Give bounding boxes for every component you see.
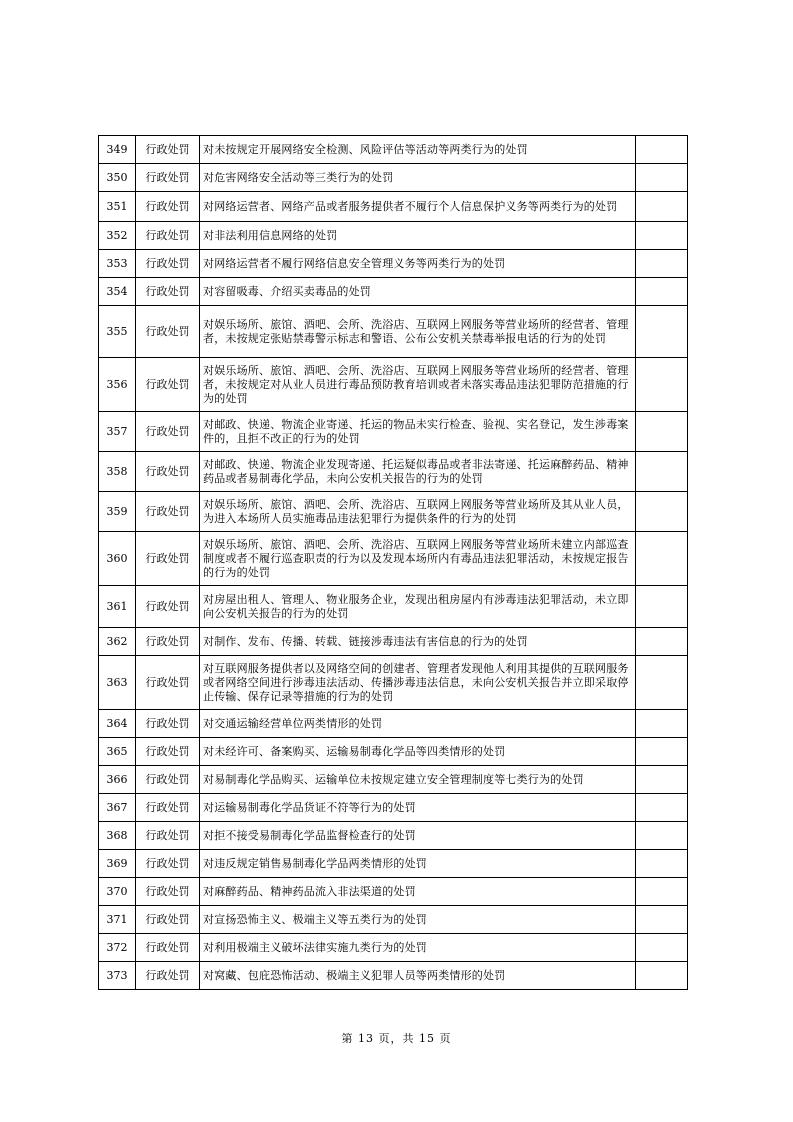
row-extra-cell xyxy=(636,962,688,990)
table-row xyxy=(99,850,688,878)
row-number: 367 xyxy=(99,794,136,822)
row-extra-cell xyxy=(636,710,688,738)
row-description: 对拒不接受易制毒化学品监督检查行的处罚 xyxy=(200,822,636,850)
row-type: 行政处罚 xyxy=(136,412,200,452)
table-row xyxy=(99,250,688,278)
row-type: 行政处罚 xyxy=(136,250,200,278)
table-row xyxy=(99,738,688,766)
row-number: 356 xyxy=(99,358,136,412)
row-type: 行政处罚 xyxy=(136,628,200,656)
row-extra-cell xyxy=(636,136,688,164)
row-extra-cell xyxy=(636,278,688,306)
row-extra-cell xyxy=(636,250,688,278)
table-row xyxy=(99,962,688,990)
row-description: 对危害网络安全活动等三类行为的处罚 xyxy=(200,164,636,192)
row-type: 行政处罚 xyxy=(136,358,200,412)
row-extra-cell xyxy=(636,822,688,850)
table-row xyxy=(99,492,688,532)
row-number: 350 xyxy=(99,164,136,192)
row-extra-cell xyxy=(636,906,688,934)
table-row xyxy=(99,934,688,962)
row-description: 对网络运营者、网络产品或者服务提供者不履行个人信息保护义务等两类行为的处罚 xyxy=(200,192,636,222)
table-row xyxy=(99,710,688,738)
table-row xyxy=(99,306,688,358)
penalty-table xyxy=(98,135,688,990)
table-row xyxy=(99,532,688,586)
row-type: 行政处罚 xyxy=(136,656,200,710)
row-extra-cell xyxy=(636,794,688,822)
row-description: 对交通运输经营单位两类情形的处罚 xyxy=(200,710,636,738)
row-number: 351 xyxy=(99,192,136,222)
row-type: 行政处罚 xyxy=(136,710,200,738)
row-number: 352 xyxy=(99,222,136,250)
row-description: 对违反规定销售易制毒化学品两类情形的处罚 xyxy=(200,850,636,878)
row-number: 373 xyxy=(99,962,136,990)
row-extra-cell xyxy=(636,358,688,412)
row-description: 对未按规定开展网络安全检测、风险评估等活动等两类行为的处罚 xyxy=(200,136,636,164)
table-row xyxy=(99,878,688,906)
row-extra-cell xyxy=(636,452,688,492)
row-type: 行政处罚 xyxy=(136,278,200,306)
row-extra-cell xyxy=(636,878,688,906)
row-type: 行政处罚 xyxy=(136,164,200,192)
row-type: 行政处罚 xyxy=(136,738,200,766)
row-type: 行政处罚 xyxy=(136,822,200,850)
table-row xyxy=(99,766,688,794)
table-row xyxy=(99,358,688,412)
row-description: 对容留吸毒、介绍买卖毒品的处罚 xyxy=(200,278,636,306)
row-type: 行政处罚 xyxy=(136,532,200,586)
row-description: 对娱乐场所、旅馆、酒吧、会所、洗浴店、互联网上网服务等营业场所的经营者、管理者，未按规定张贴禁毒警示标志和警语、公布公安机关禁毒举报电话的行为的处罚 xyxy=(200,306,636,358)
row-extra-cell xyxy=(636,164,688,192)
row-extra-cell xyxy=(636,628,688,656)
row-extra-cell xyxy=(636,192,688,222)
row-description: 对娱乐场所、旅馆、酒吧、会所、洗浴店、互联网上网服务等营业场所未建立内部巡查制度或者不履行巡查职责的行为以及发现本场所内有毒品违法犯罪活动，未按规定报告的行为的处罚 xyxy=(200,532,636,586)
row-type: 行政处罚 xyxy=(136,492,200,532)
row-number: 362 xyxy=(99,628,136,656)
row-extra-cell xyxy=(636,532,688,586)
table-row xyxy=(99,586,688,628)
row-extra-cell xyxy=(636,306,688,358)
row-number: 363 xyxy=(99,656,136,710)
row-number: 368 xyxy=(99,822,136,850)
table-row xyxy=(99,822,688,850)
row-description: 对麻醉药品、精神药品流入非法渠道的处罚 xyxy=(200,878,636,906)
row-type: 行政处罚 xyxy=(136,452,200,492)
table-row xyxy=(99,412,688,452)
row-number: 354 xyxy=(99,278,136,306)
row-description: 对互联网服务提供者以及网络空间的创建者、管理者发现他人利用其提供的互联网服务或者网络空间进行涉毒违法活动、传播涉毒违法信息，未向公安机关报告并立即采取停止传输、保存记录等措施的行为的处罚 xyxy=(200,656,636,710)
table-row xyxy=(99,628,688,656)
row-description: 对邮政、快递、物流企业发现寄递、托运疑似毒品或者非法寄递、托运麻醉药品、精神药品或者易制毒化学品，未向公安机关报告的行为的处罚 xyxy=(200,452,636,492)
row-number: 355 xyxy=(99,306,136,358)
row-description: 对房屋出租人、管理人、物业服务企业，发现出租房屋内有涉毒违法犯罪活动，未立即向公安机关报告的行为的处罚 xyxy=(200,586,636,628)
row-description: 对运输易制毒化学品货证不符等行为的处罚 xyxy=(200,794,636,822)
row-number: 365 xyxy=(99,738,136,766)
row-number: 353 xyxy=(99,250,136,278)
row-type: 行政处罚 xyxy=(136,136,200,164)
row-description: 对非法利用信息网络的处罚 xyxy=(200,222,636,250)
row-number: 366 xyxy=(99,766,136,794)
row-number: 358 xyxy=(99,452,136,492)
row-type: 行政处罚 xyxy=(136,586,200,628)
table-row xyxy=(99,906,688,934)
row-number: 369 xyxy=(99,850,136,878)
row-type: 行政处罚 xyxy=(136,766,200,794)
row-description: 对娱乐场所、旅馆、酒吧、会所、洗浴店、互联网上网服务等营业场所的经营者、管理者，未按规定对从业人员进行毒品预防教育培训或者未落实毒品违法犯罪防范措施的行为的处罚 xyxy=(200,358,636,412)
table-row xyxy=(99,192,688,222)
row-number: 361 xyxy=(99,586,136,628)
table-row xyxy=(99,164,688,192)
row-description: 对网络运营者不履行网络信息安全管理义务等两类行为的处罚 xyxy=(200,250,636,278)
row-number: 370 xyxy=(99,878,136,906)
row-type: 行政处罚 xyxy=(136,878,200,906)
row-number: 364 xyxy=(99,710,136,738)
row-description: 对未经许可、备案购买、运输易制毒化学品等四类情形的处罚 xyxy=(200,738,636,766)
row-type: 行政处罚 xyxy=(136,222,200,250)
row-extra-cell xyxy=(636,656,688,710)
row-type: 行政处罚 xyxy=(136,850,200,878)
row-number: 359 xyxy=(99,492,136,532)
table-row xyxy=(99,136,688,164)
row-description: 对宣扬恐怖主义、极端主义等五类行为的处罚 xyxy=(200,906,636,934)
table-row xyxy=(99,656,688,710)
row-description: 对利用极端主义破坏法律实施九类行为的处罚 xyxy=(200,934,636,962)
row-extra-cell xyxy=(636,766,688,794)
row-type: 行政处罚 xyxy=(136,794,200,822)
row-type: 行政处罚 xyxy=(136,306,200,358)
row-extra-cell xyxy=(636,738,688,766)
row-type: 行政处罚 xyxy=(136,192,200,222)
row-description: 对邮政、快递、物流企业寄递、托运的物品未实行检查、验视、实名登记，发生涉毒案件的，且拒不改正的行为的处罚 xyxy=(200,412,636,452)
row-extra-cell xyxy=(636,412,688,452)
row-number: 371 xyxy=(99,906,136,934)
row-number: 360 xyxy=(99,532,136,586)
row-type: 行政处罚 xyxy=(136,934,200,962)
row-extra-cell xyxy=(636,934,688,962)
row-type: 行政处罚 xyxy=(136,906,200,934)
row-number: 349 xyxy=(99,136,136,164)
row-number: 372 xyxy=(99,934,136,962)
table-row xyxy=(99,222,688,250)
row-extra-cell xyxy=(636,492,688,532)
row-description: 对易制毒化学品购买、运输单位未按规定建立安全管理制度等七类行为的处罚 xyxy=(200,766,636,794)
row-extra-cell xyxy=(636,586,688,628)
table-row xyxy=(99,278,688,306)
row-type: 行政处罚 xyxy=(136,962,200,990)
row-extra-cell xyxy=(636,850,688,878)
row-description: 对娱乐场所、旅馆、酒吧、会所、洗浴店、互联网上网服务等营业场所及其从业人员，为进入本场所人员实施毒品违法犯罪行为提供条件的行为的处罚 xyxy=(200,492,636,532)
row-number: 357 xyxy=(99,412,136,452)
table-row xyxy=(99,794,688,822)
row-description: 对制作、发布、传播、转载、链接涉毒违法有害信息的行为的处罚 xyxy=(200,628,636,656)
row-description: 对窝藏、包庇恐怖活动、极端主义犯罪人员等两类情形的处罚 xyxy=(200,962,636,990)
table-row xyxy=(99,452,688,492)
page-footer: 第 13 页，共 15 页 xyxy=(341,1032,452,1045)
row-extra-cell xyxy=(636,222,688,250)
